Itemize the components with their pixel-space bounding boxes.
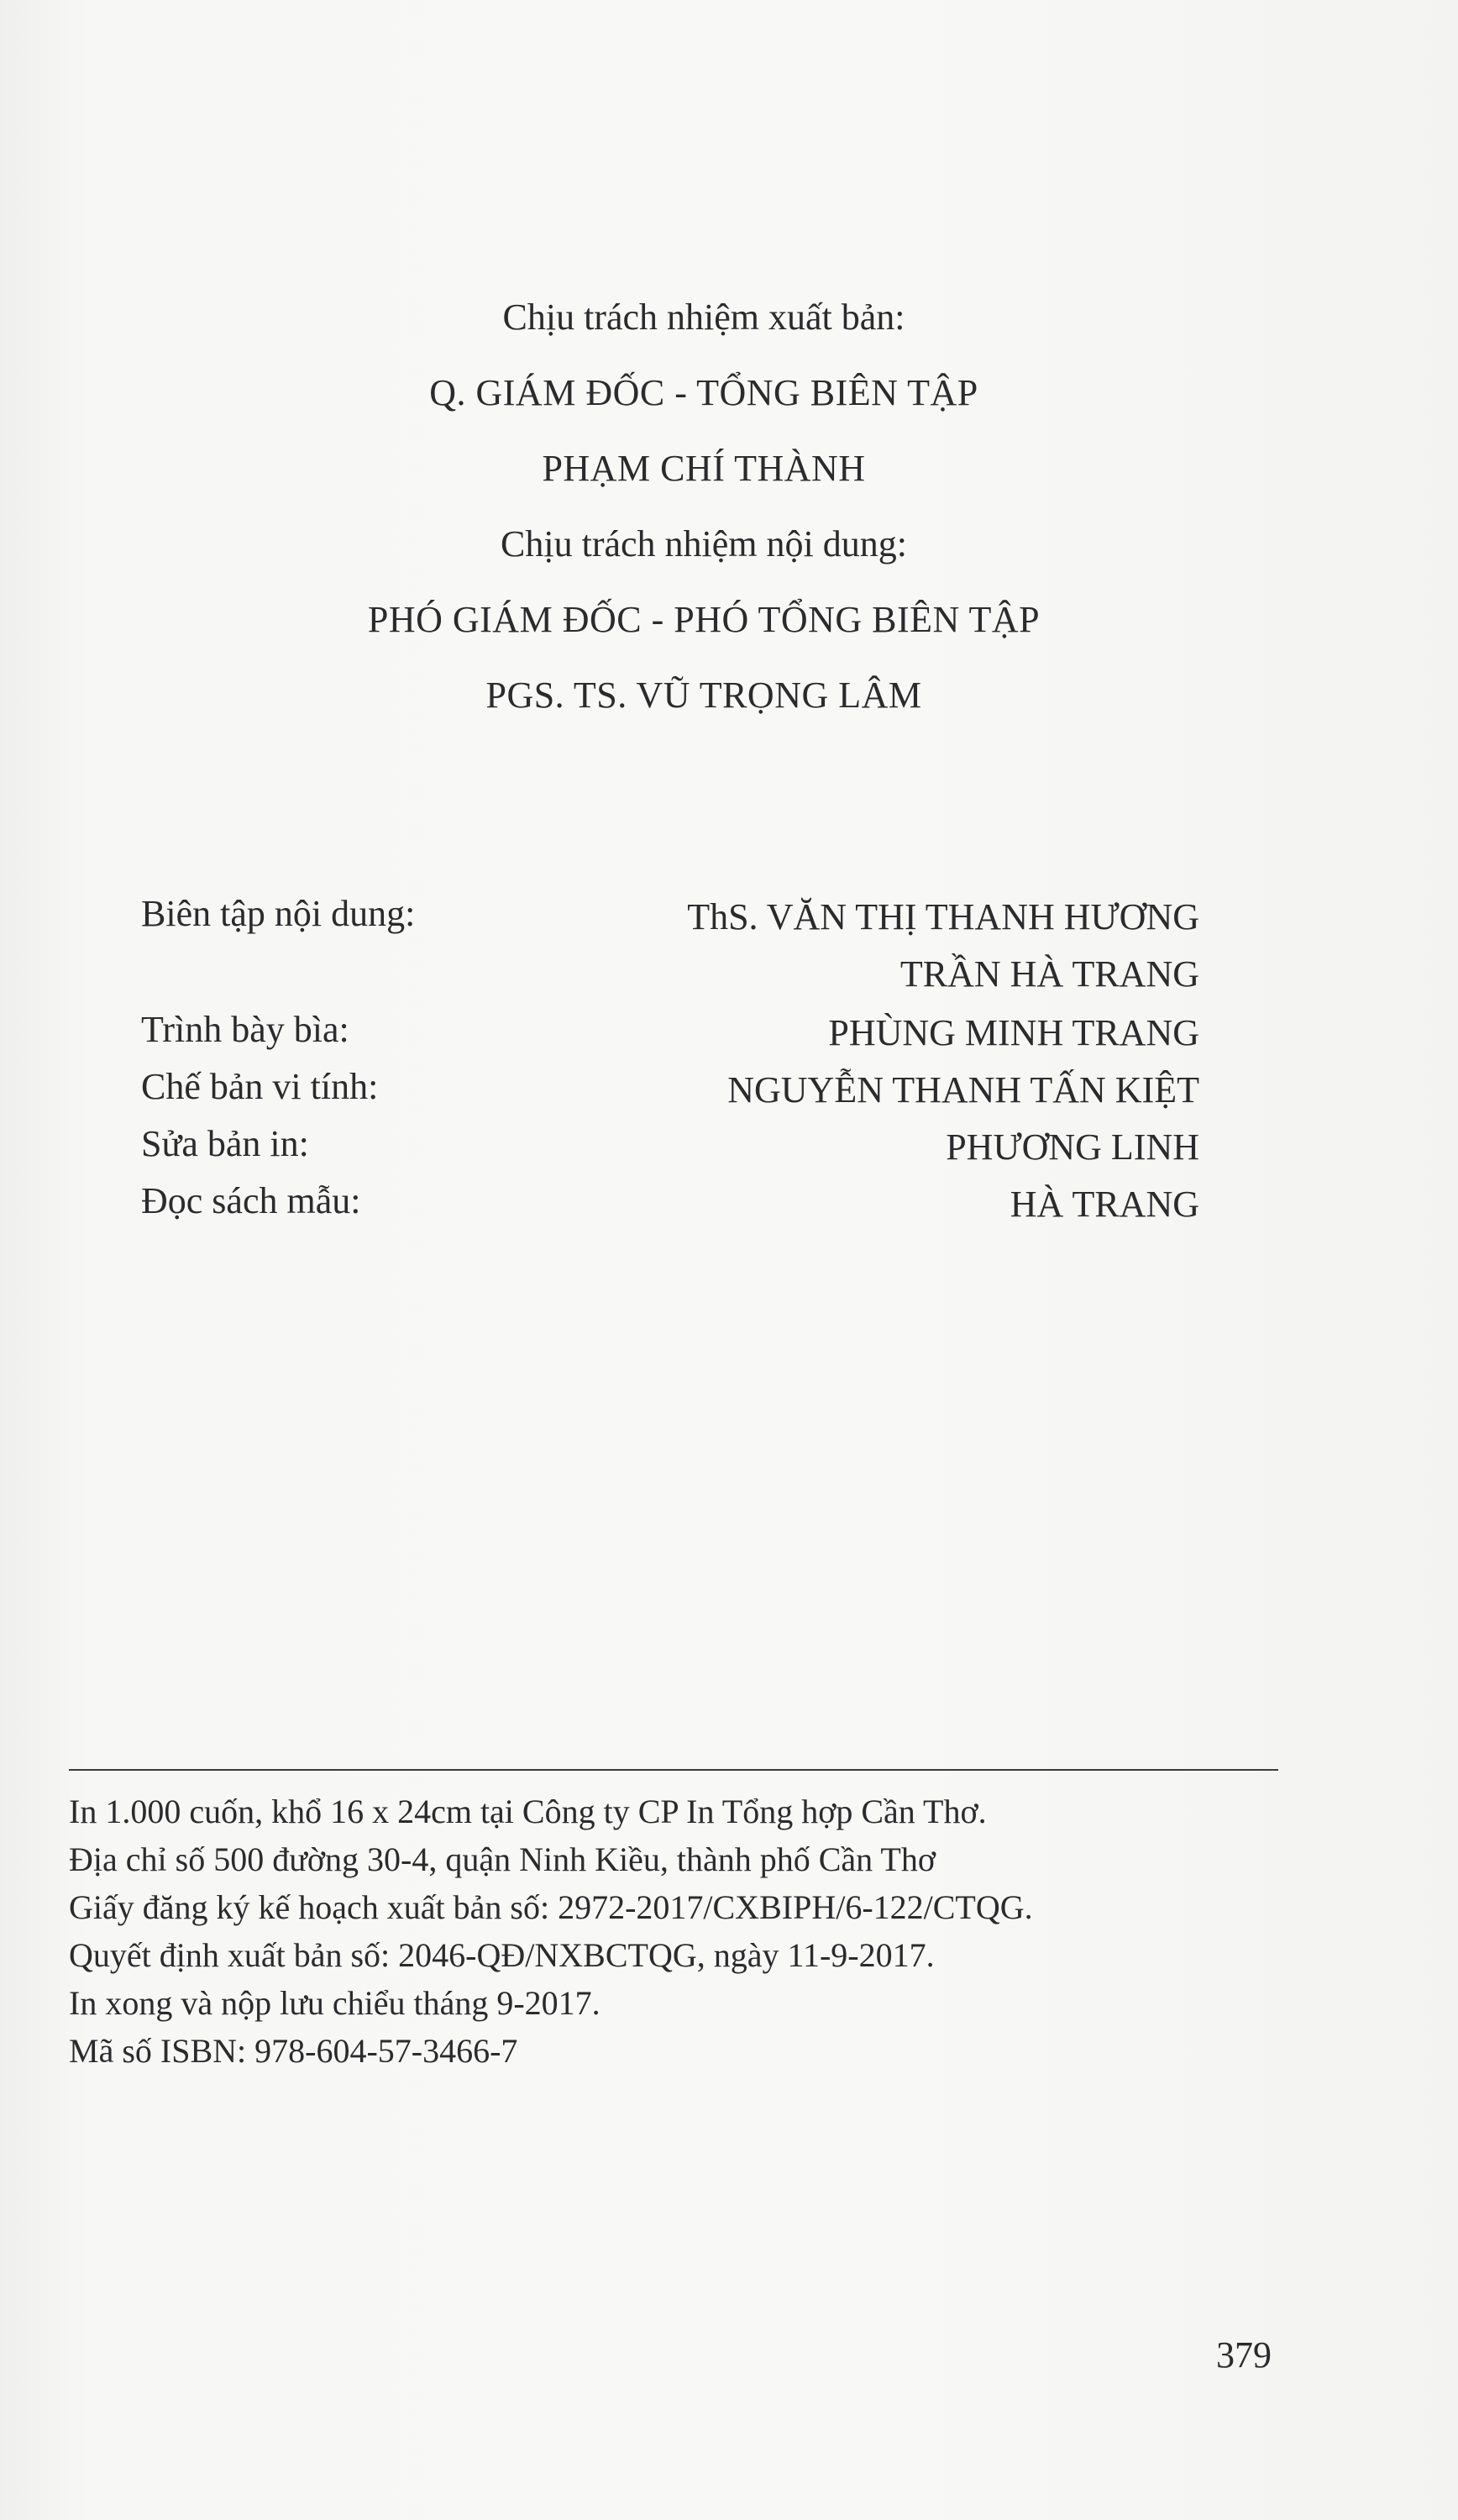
credit-names <box>1010 1179 1199 1236</box>
publishing-responsibility-label: Chịu trách nhiệm xuất bản: <box>502 297 905 338</box>
content-responsibility-title: PHÓ GIÁM ĐỐC - PHÓ TỔNG BIÊN TẬP <box>367 599 1041 640</box>
credit-row <box>141 1122 1199 1173</box>
imprint-divider <box>69 1769 1278 1771</box>
credit-role: Trình bày bìa: <box>141 1009 349 1050</box>
credit-role: Đọc sách mẫu: <box>141 1180 361 1221</box>
publishing-responsibility-title: Q. GIÁM ĐỐC - TỔNG BIÊN TẬP <box>429 372 978 413</box>
imprint-line: Địa chỉ số 500 đường 30-4, quận Ninh Kiều, thành phố Cần Thơ <box>69 1840 936 1878</box>
imprint-line: Quyết định xuất bản số: 2046-QĐ/NXBCTQG, ngày 11-9-2017. <box>69 1936 935 1974</box>
content-responsibility-label: Chịu trách nhiệm nội dung: <box>501 523 907 564</box>
credit-name: PHƯƠNG LINH <box>946 1126 1199 1168</box>
credit-role: Biên tập nội dung: <box>141 893 416 934</box>
publishing-responsibility-name: PHẠM CHÍ THÀNH <box>542 448 866 489</box>
credit-name: NGUYỄN THANH TẤN KIỆT <box>727 1069 1199 1110</box>
credit-name: TRẦN HÀ TRANG <box>899 953 1199 995</box>
credit-names <box>687 892 1199 1006</box>
credit-names <box>727 1065 1199 1122</box>
imprint-block <box>69 1788 1329 2075</box>
credit-row <box>141 892 1199 995</box>
imprint-line: Mã số ISBN: 978-604-57-3466-7 <box>69 2032 518 2070</box>
content-responsibility-name: PGS. TS. VŨ TRỌNG LÂM <box>485 675 922 716</box>
imprint-line: In xong và nộp lưu chiểu tháng 9-2017. <box>69 1984 601 2022</box>
page-number: 379 <box>1216 2334 1272 2376</box>
credit-row <box>141 1179 1199 1230</box>
credit-names <box>946 1122 1199 1179</box>
credit-name: HÀ TRANG <box>1010 1184 1199 1225</box>
imprint-line: Giấy đăng ký kế hoạch xuất bản số: 2972-2017/CXBIPH/6-122/CTQG. <box>69 1888 1033 1926</box>
credit-name: PHÙNG MINH TRANG <box>828 1012 1199 1053</box>
credit-name: ThS. VĂN THỊ THANH HƯƠNG <box>687 896 1199 937</box>
credit-row <box>141 1065 1199 1116</box>
imprint-line: In 1.000 cuốn, khổ 16 x 24cm tại Công ty CP In Tổng hợp Cần Thơ. <box>69 1793 987 1830</box>
credit-role: Chế bản vi tính: <box>141 1066 379 1107</box>
credit-role: Sửa bản in: <box>141 1123 309 1164</box>
credit-row <box>141 1008 1199 1058</box>
credit-names <box>828 1008 1199 1065</box>
